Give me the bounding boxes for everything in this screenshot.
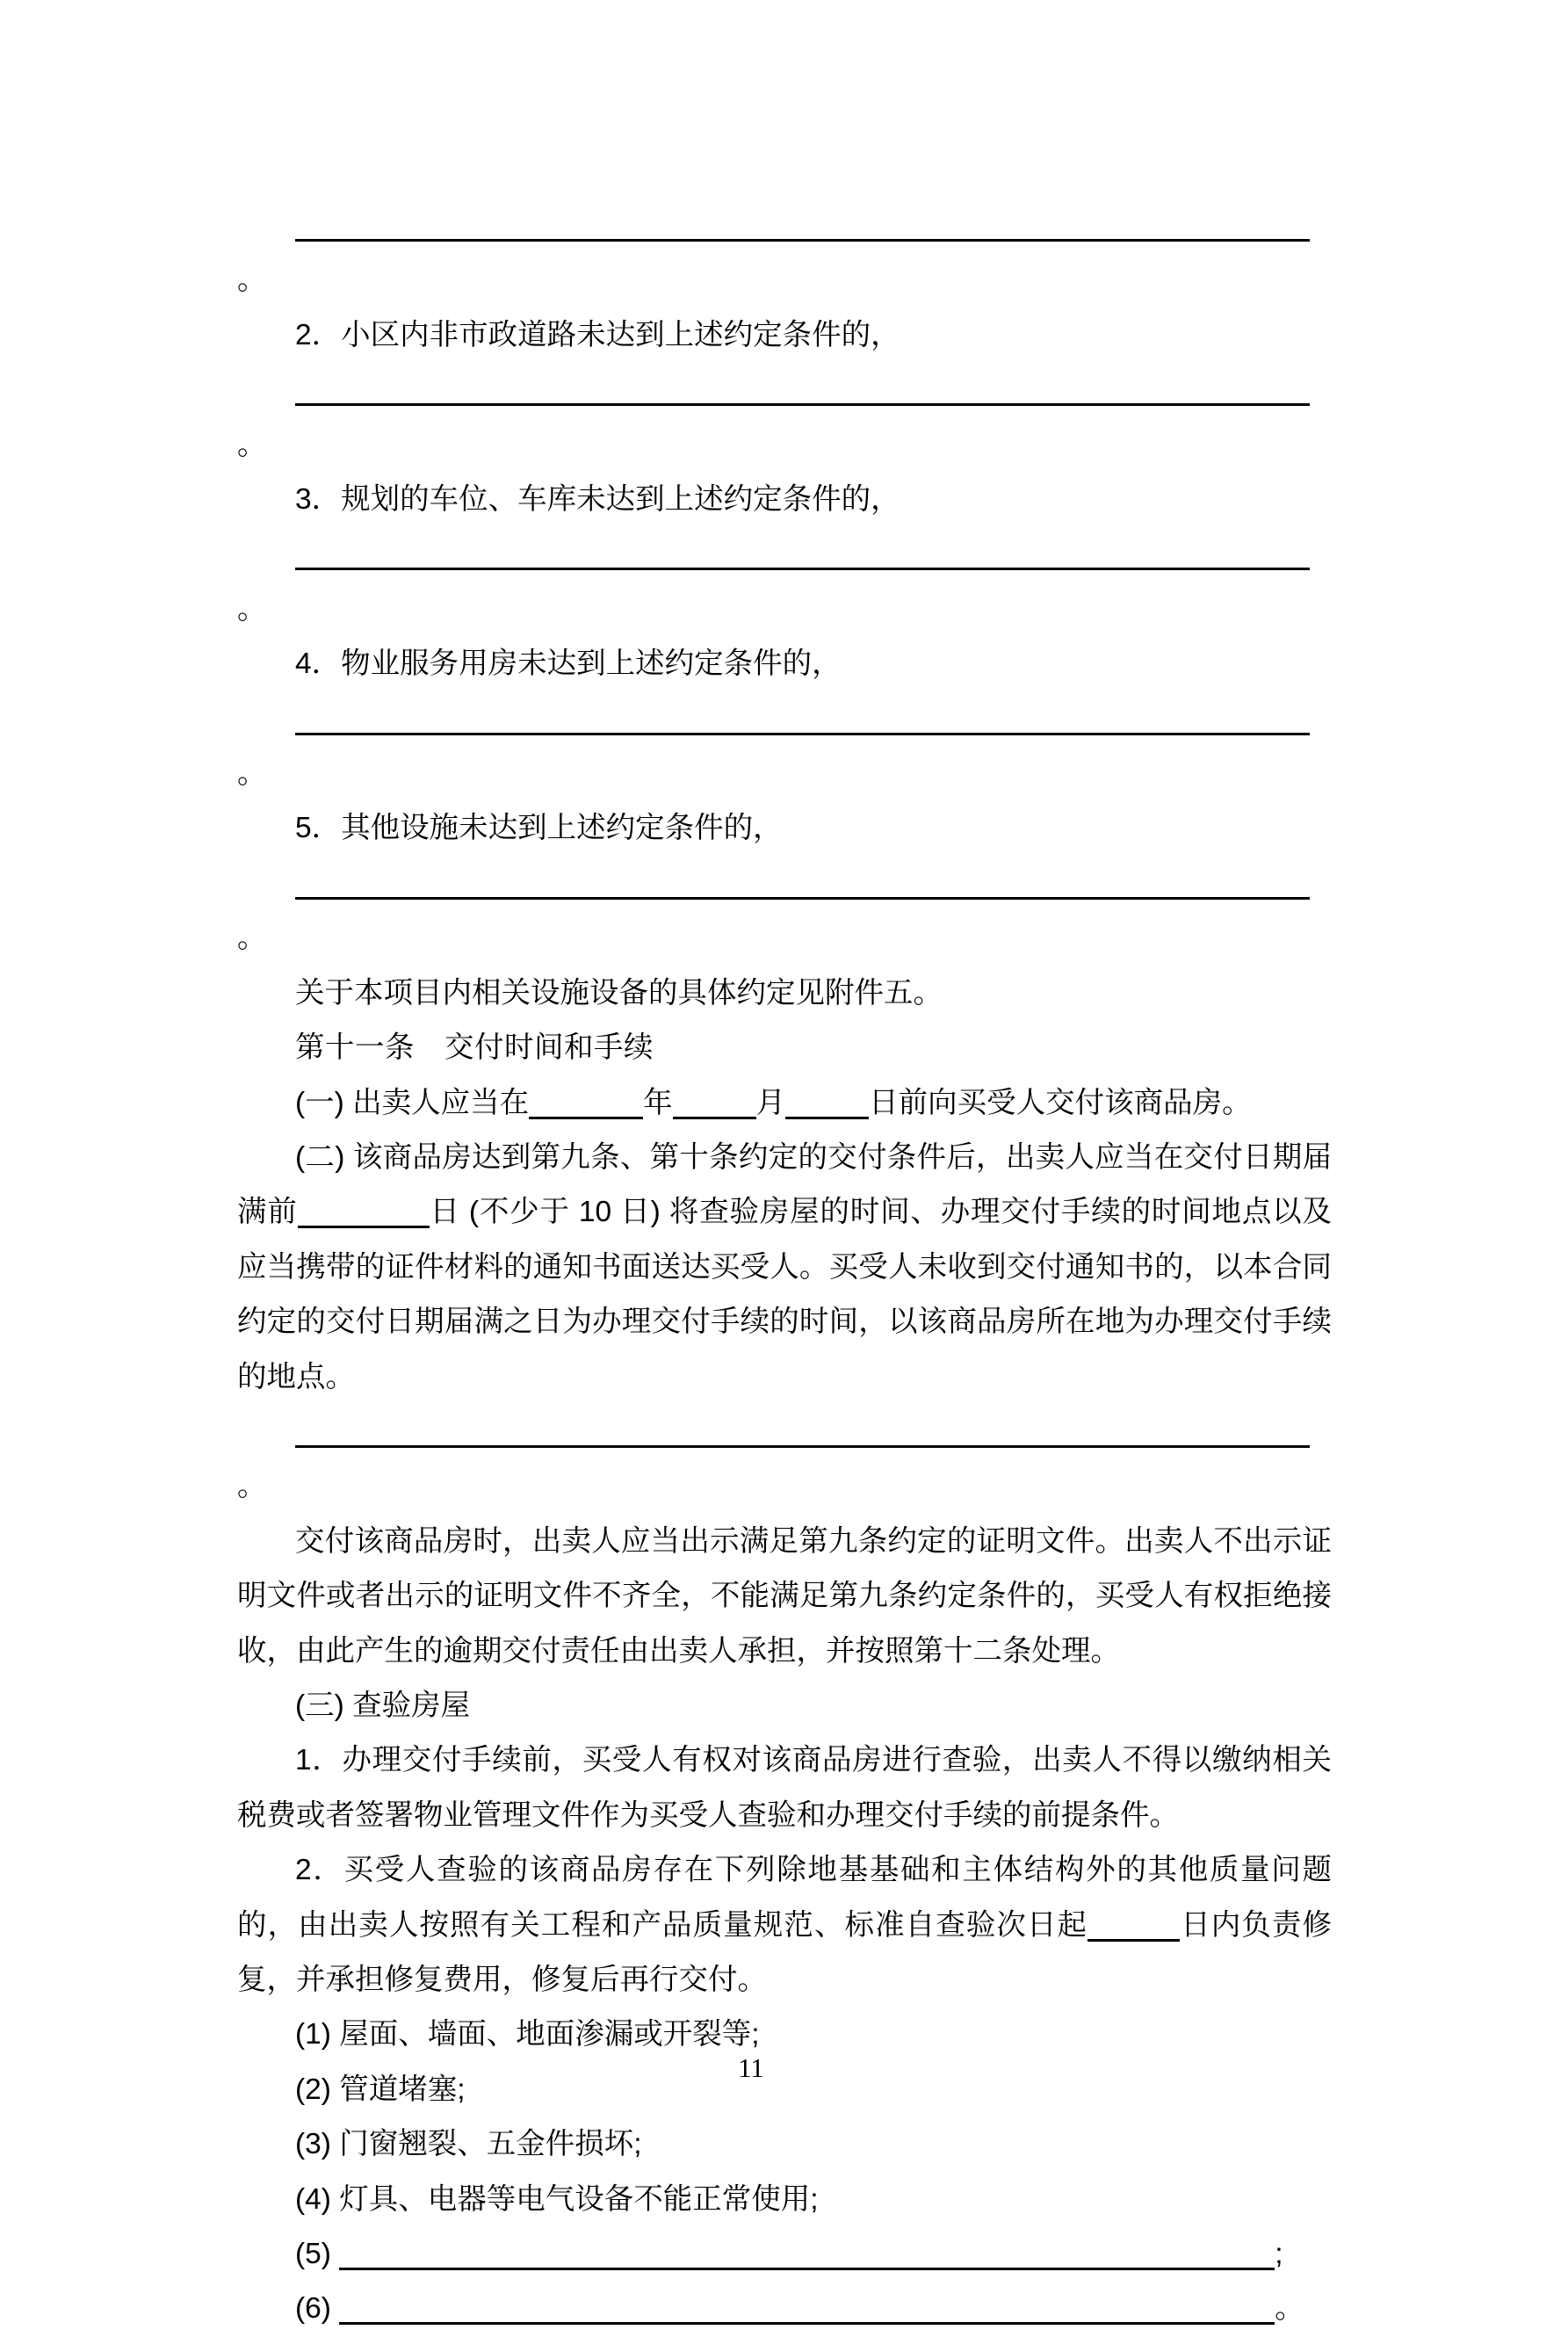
blank-underline (295, 733, 1310, 735)
document-lines (237, 199, 1332, 2337)
blank-fill-line: 。 (237, 527, 1332, 637)
blank-underline (673, 1117, 756, 1119)
blank-fill-line: 。 (237, 363, 1332, 473)
quality-item-3: (3) 门窗翘裂、五金件损坏; (295, 2128, 642, 2161)
quality-item-5-blank: (5) ; (295, 2238, 1283, 2271)
list-item-5: 5．其他设施未达到上述约定条件的， (295, 812, 783, 845)
paragraph-item-1: (一) 出卖人应当在 年 月 日前向买受人交付该商品房。 (295, 1086, 1252, 1119)
blank-underline (529, 1117, 643, 1119)
blank-underline (295, 1445, 1310, 1448)
quality-item-6-blank: (6) 。 (295, 2292, 1304, 2326)
paragraph-inspect-2: 2．买受人查验的该商品房存在下列除地基基础和主体结构外的其他质量问题的，由出卖人按照有关工程和产品质量规范、标准自查验次日起 日内负责修复，并承担修复费用，修复后再行交付。 (237, 1854, 1333, 1996)
blank-underline (339, 2268, 1275, 2270)
blank-underline (298, 1226, 430, 1228)
blank-underline (295, 239, 1310, 242)
page-number: 11 (738, 2052, 764, 2083)
sub-heading-item-3: (三) 查验房屋 (295, 1689, 471, 1722)
list-item-4: 4．物业服务用房未达到上述约定条件的， (295, 648, 842, 681)
clause-heading: 第十一条 交付时间和手续 (295, 1031, 654, 1065)
blank-underline (295, 568, 1310, 570)
blank-underline (785, 1117, 869, 1119)
quality-item-2: (2) 管道堵塞; (295, 2073, 466, 2106)
list-item-2: 2．小区内非市政道路未达到上述约定条件的， (295, 318, 900, 351)
blank-fill-line: 。 (237, 692, 1332, 802)
quality-item-1: (1) 屋面、墙面、地面渗漏或开裂等; (295, 2018, 760, 2051)
blank-fill-line: 。 (237, 857, 1332, 966)
paragraph-annex: 关于本项目内相关设施设备的具体约定见附件五。 (295, 976, 943, 1009)
blank-underline (295, 897, 1310, 900)
paragraph-inspect-1: 1．办理交付手续前，买受人有权对该商品房进行查验，出卖人不得以缴纳相关税费或者签署物业管理文件作为买受人查验和办理交付手续的前提条件。 (237, 1744, 1332, 1832)
blank-underline (339, 2322, 1275, 2325)
paragraph-delivery: 交付该商品房时，出卖人应当出示满足第九条约定的证明文件。出卖人不出示证明文件或者出示的证明文件不齐全，不能满足第九条约定条件的，买受人有权拒绝接收，由此产生的逾期交付责任由出卖人承担，并按照第十二条处理。 (237, 1524, 1332, 1668)
blank-fill-line: 。 (237, 199, 1332, 308)
quality-item-4: (4) 灯具、电器等电气设备不能正常使用; (295, 2182, 819, 2216)
paragraph-item-2: (二) 该商品房达到第九条、第十条约定的交付条件后，出卖人应当在交付日期届满前 日 (不少于 10 日) 将查验房屋的时间、办理交付手续的时间地点以及应当携带的证件材料的通知书面送达买受人。买受人未收到交付通知书的，以本合同约定的交付日期届满之日为办理交付手续的时间，以该商品房所在地为办理交付手续的地点。 (237, 1140, 1333, 1393)
blank-underline (295, 403, 1310, 406)
blank-underline (1087, 1939, 1180, 1942)
blank-fill-line: 。 (237, 1405, 1332, 1515)
list-item-3: 3．规划的车位、车库未达到上述约定条件的， (295, 483, 900, 517)
